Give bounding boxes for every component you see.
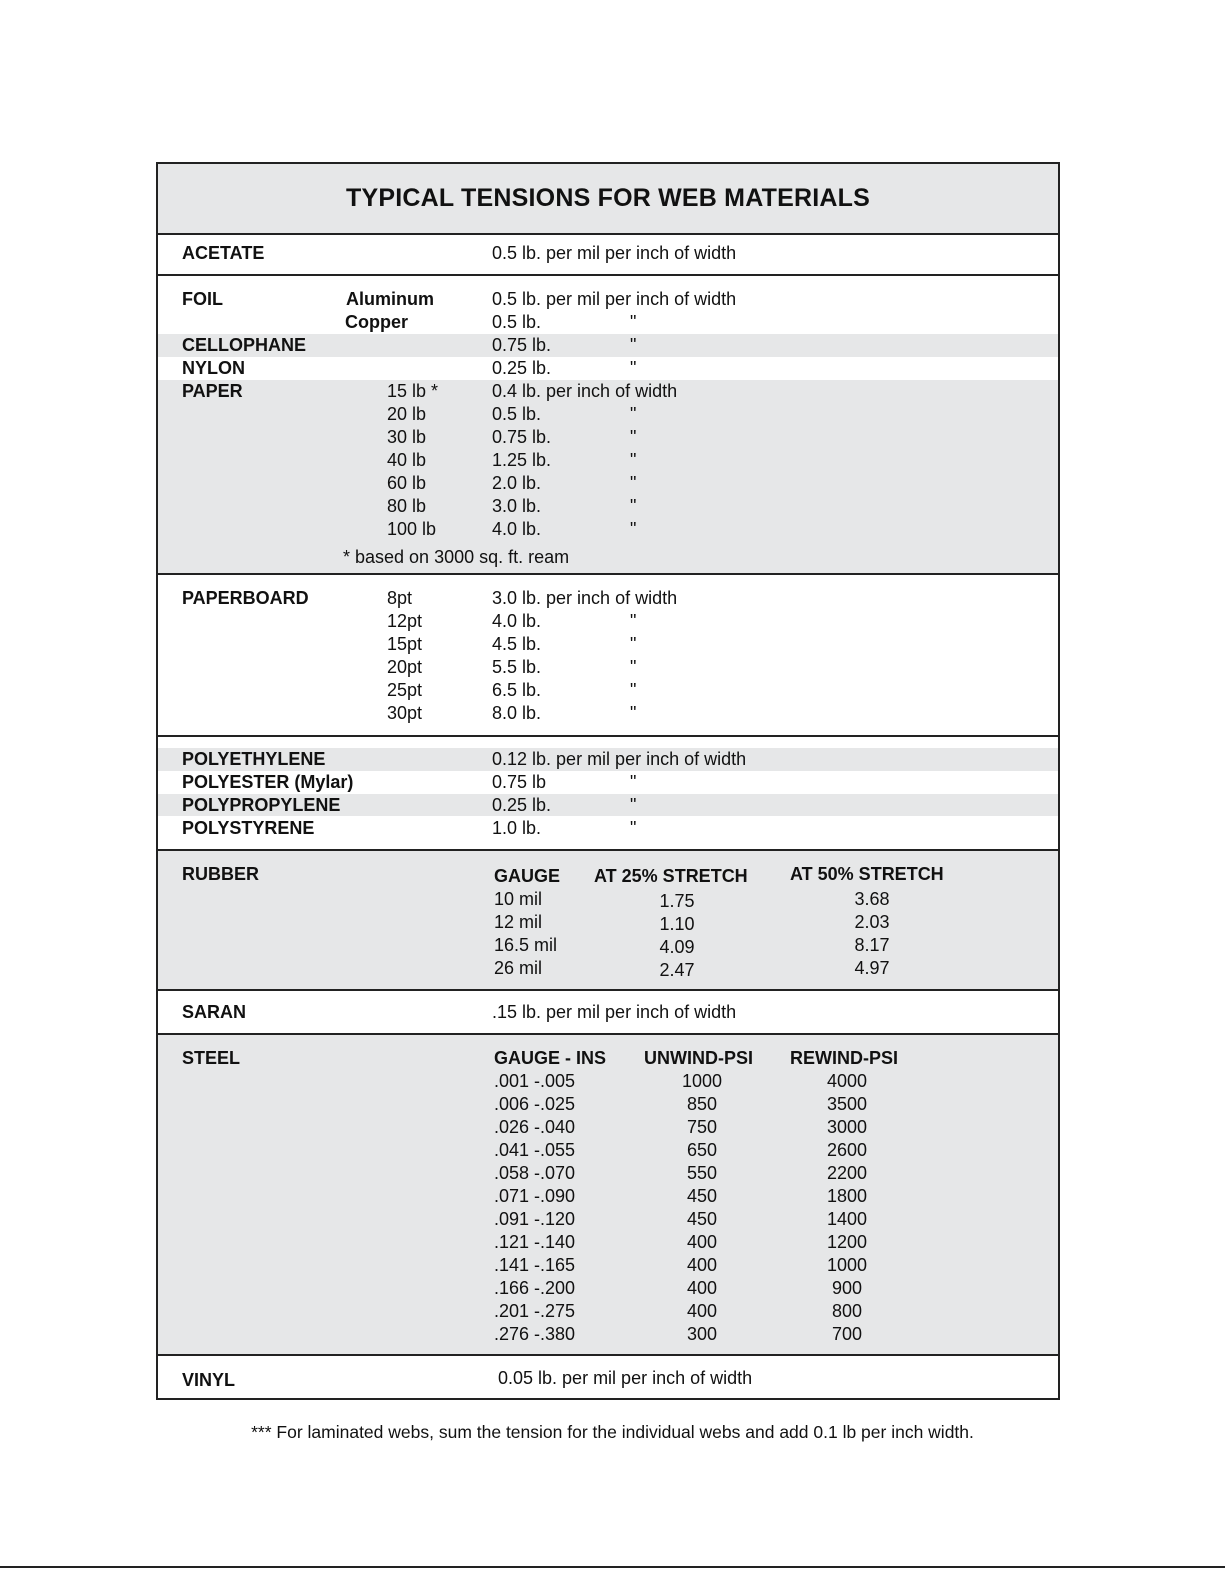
divider	[158, 274, 1058, 276]
foil-copper-value: 0.5 lb.	[492, 312, 542, 332]
material-acetate: ACETATE	[182, 243, 265, 263]
rubber-gauge: 12 mil	[494, 912, 543, 932]
material-polypropylene: POLYPROPYLENE	[182, 795, 341, 815]
laminated-footnote: *** For laminated webs, sum the tension for the individual webs and add 0.1 lb per inch width.	[251, 1422, 974, 1442]
material-polyethylene: POLYETHYLENE	[182, 749, 326, 769]
steel-rewind: 4000	[826, 1071, 868, 1091]
steel-rewind: 700	[831, 1324, 863, 1344]
steel-header-unwind: UNWIND-PSI	[644, 1048, 753, 1068]
ditto-mark: "	[630, 450, 637, 470]
tension-table	[156, 162, 1060, 1400]
cellophane-value: 0.75 lb.	[492, 335, 552, 355]
steel-rewind: 3500	[826, 1094, 868, 1114]
paper-weight: 20 lb	[387, 404, 427, 424]
polyethylene-value: 0.12 lb. per mil per inch of width	[492, 749, 747, 769]
paperboard-weight: 20pt	[387, 657, 423, 677]
steel-gauge: .276 -.380	[494, 1324, 576, 1344]
material-paperboard: PAPERBOARD	[182, 588, 309, 608]
material-rubber: RUBBER	[182, 864, 260, 884]
steel-gauge: .091 -.120	[494, 1209, 576, 1229]
ditto-mark: "	[630, 473, 637, 493]
ditto-mark: "	[630, 772, 637, 792]
steel-unwind: 300	[686, 1324, 718, 1344]
paperboard-value: 4.0 lb.	[492, 611, 542, 631]
steel-rewind: 1200	[826, 1232, 868, 1252]
polypropylene-value: 0.25 lb.	[492, 795, 552, 815]
paper-weight: 100 lb	[387, 519, 437, 539]
steel-gauge: .141 -.165	[494, 1255, 576, 1275]
foil-sub-aluminum: Aluminum	[346, 289, 434, 309]
steel-gauge: .058 -.070	[494, 1163, 576, 1183]
divider	[158, 735, 1058, 737]
steel-gauge: .001 -.005	[494, 1071, 576, 1091]
ditto-mark: "	[630, 496, 637, 516]
paperboard-weight: 15pt	[387, 634, 423, 654]
paper-weight: 40 lb	[387, 450, 427, 470]
ditto-mark: "	[630, 818, 637, 838]
material-saran: SARAN	[182, 1002, 247, 1022]
rubber-gauge: 10 mil	[494, 889, 543, 909]
steel-rewind: 3000	[826, 1117, 868, 1137]
material-foil: FOIL	[182, 289, 223, 309]
divider	[158, 573, 1058, 575]
steel-rewind: 2600	[826, 1140, 868, 1160]
steel-rewind: 900	[831, 1278, 863, 1298]
material-nylon: NYLON	[182, 358, 245, 378]
paper-value: 1.25 lb.	[492, 450, 552, 470]
steel-gauge: .071 -.090	[494, 1186, 576, 1206]
rubber-25-value: 4.09	[659, 937, 695, 957]
divider	[158, 1354, 1058, 1356]
steel-unwind: 450	[686, 1209, 718, 1229]
paperboard-value: 8.0 lb.	[492, 703, 542, 723]
ditto-mark: "	[630, 703, 637, 723]
paper-weight: 30 lb	[387, 427, 427, 447]
divider	[158, 989, 1058, 991]
steel-unwind: 650	[686, 1140, 718, 1160]
ditto-mark: "	[630, 404, 637, 424]
ditto-mark: "	[630, 335, 637, 355]
paperboard-value: 6.5 lb.	[492, 680, 542, 700]
material-steel: STEEL	[182, 1048, 241, 1068]
steel-rewind: 1800	[826, 1186, 868, 1206]
rubber-header-gauge: GAUGE	[494, 866, 561, 886]
paper-value: 2.0 lb.	[492, 473, 542, 493]
divider	[158, 849, 1058, 851]
paperboard-weight: 12pt	[387, 611, 423, 631]
ditto-mark: "	[630, 611, 637, 631]
rubber-50-value: 3.68	[854, 889, 890, 909]
divider	[158, 1033, 1058, 1035]
steel-gauge: .026 -.040	[494, 1117, 576, 1137]
rubber-gauge: 16.5 mil	[494, 935, 558, 955]
steel-band	[158, 1035, 1058, 1355]
steel-gauge: .006 -.025	[494, 1094, 576, 1114]
steel-unwind: 850	[686, 1094, 718, 1114]
paper-weight: 80 lb	[387, 496, 427, 516]
rubber-25-value: 1.75	[659, 891, 695, 911]
ditto-mark: "	[630, 519, 637, 539]
material-vinyl: VINYL	[182, 1370, 236, 1390]
polyester-value: 0.75 lb	[492, 772, 547, 792]
steel-unwind: 400	[686, 1232, 718, 1252]
material-polystyrene: POLYSTYRENE	[182, 818, 315, 838]
paperboard-weight: 25pt	[387, 680, 423, 700]
rubber-50-value: 8.17	[854, 935, 890, 955]
page-bottom-rule	[0, 1566, 1225, 1568]
ditto-mark: "	[630, 427, 637, 447]
paper-weight: 15 lb *	[387, 381, 439, 401]
steel-gauge: .201 -.275	[494, 1301, 576, 1321]
nylon-value: 0.25 lb.	[492, 358, 552, 378]
steel-unwind: 1000	[681, 1071, 723, 1091]
paper-note: * based on 3000 sq. ft. ream	[343, 547, 570, 567]
ditto-mark: "	[630, 657, 637, 677]
paper-value: 4.0 lb.	[492, 519, 542, 539]
foil-aluminum-value: 0.5 lb. per mil per inch of width	[492, 289, 737, 309]
ditto-mark: "	[630, 680, 637, 700]
steel-unwind: 750	[686, 1117, 718, 1137]
material-polyester: POLYESTER (Mylar)	[182, 772, 354, 792]
divider	[158, 233, 1058, 235]
paperboard-value: 4.5 lb.	[492, 634, 542, 654]
saran-value: .15 lb. per mil per inch of width	[492, 1002, 737, 1022]
table-title: TYPICAL TENSIONS FOR WEB MATERIALS	[346, 184, 870, 212]
rubber-25-value: 1.10	[659, 914, 695, 934]
steel-rewind: 2200	[826, 1163, 868, 1183]
material-paper: PAPER	[182, 381, 243, 401]
paper-value: 0.5 lb.	[492, 404, 542, 424]
polystyrene-value: 1.0 lb.	[492, 818, 542, 838]
paper-band	[158, 380, 1058, 574]
rubber-25-value: 2.47	[659, 960, 695, 980]
paper-weight: 60 lb	[387, 473, 427, 493]
foil-sub-copper: Copper	[345, 312, 408, 332]
paper-value: 3.0 lb.	[492, 496, 542, 516]
paperboard-value: 5.5 lb.	[492, 657, 542, 677]
steel-unwind: 400	[686, 1301, 718, 1321]
steel-unwind: 450	[686, 1186, 718, 1206]
ditto-mark: "	[630, 634, 637, 654]
paperboard-weight: 30pt	[387, 703, 423, 723]
steel-header-rewind: REWIND-PSI	[790, 1048, 898, 1068]
steel-rewind: 1400	[826, 1209, 868, 1229]
ditto-mark: "	[630, 358, 637, 378]
acetate-value: 0.5 lb. per mil per inch of width	[492, 243, 737, 263]
steel-gauge: .041 -.055	[494, 1140, 576, 1160]
paperboard-value: 3.0 lb. per inch of width	[492, 588, 678, 608]
material-cellophane: CELLOPHANE	[182, 335, 307, 355]
rubber-header-25: AT 25% STRETCH	[594, 866, 748, 886]
steel-unwind: 550	[686, 1163, 718, 1183]
steel-rewind: 1000	[826, 1255, 868, 1275]
ditto-mark: "	[630, 795, 637, 815]
rubber-50-value: 4.97	[854, 958, 890, 978]
paperboard-weight: 8pt	[387, 588, 413, 608]
paper-value: 0.75 lb.	[492, 427, 552, 447]
paper-value: 0.4 lb. per inch of width	[492, 381, 678, 401]
rubber-gauge: 26 mil	[494, 958, 543, 978]
rubber-50-value: 2.03	[854, 912, 890, 932]
steel-header-gauge: GAUGE - INS	[494, 1048, 607, 1068]
steel-unwind: 400	[686, 1255, 718, 1275]
steel-rewind: 800	[831, 1301, 863, 1321]
steel-gauge: .166 -.200	[494, 1278, 576, 1298]
ditto-mark: "	[630, 312, 637, 332]
vinyl-value: 0.05 lb. per mil per inch of width	[498, 1368, 753, 1388]
steel-unwind: 400	[686, 1278, 718, 1298]
rubber-header-50: AT 50% STRETCH	[790, 864, 944, 884]
steel-gauge: .121 -.140	[494, 1232, 576, 1252]
